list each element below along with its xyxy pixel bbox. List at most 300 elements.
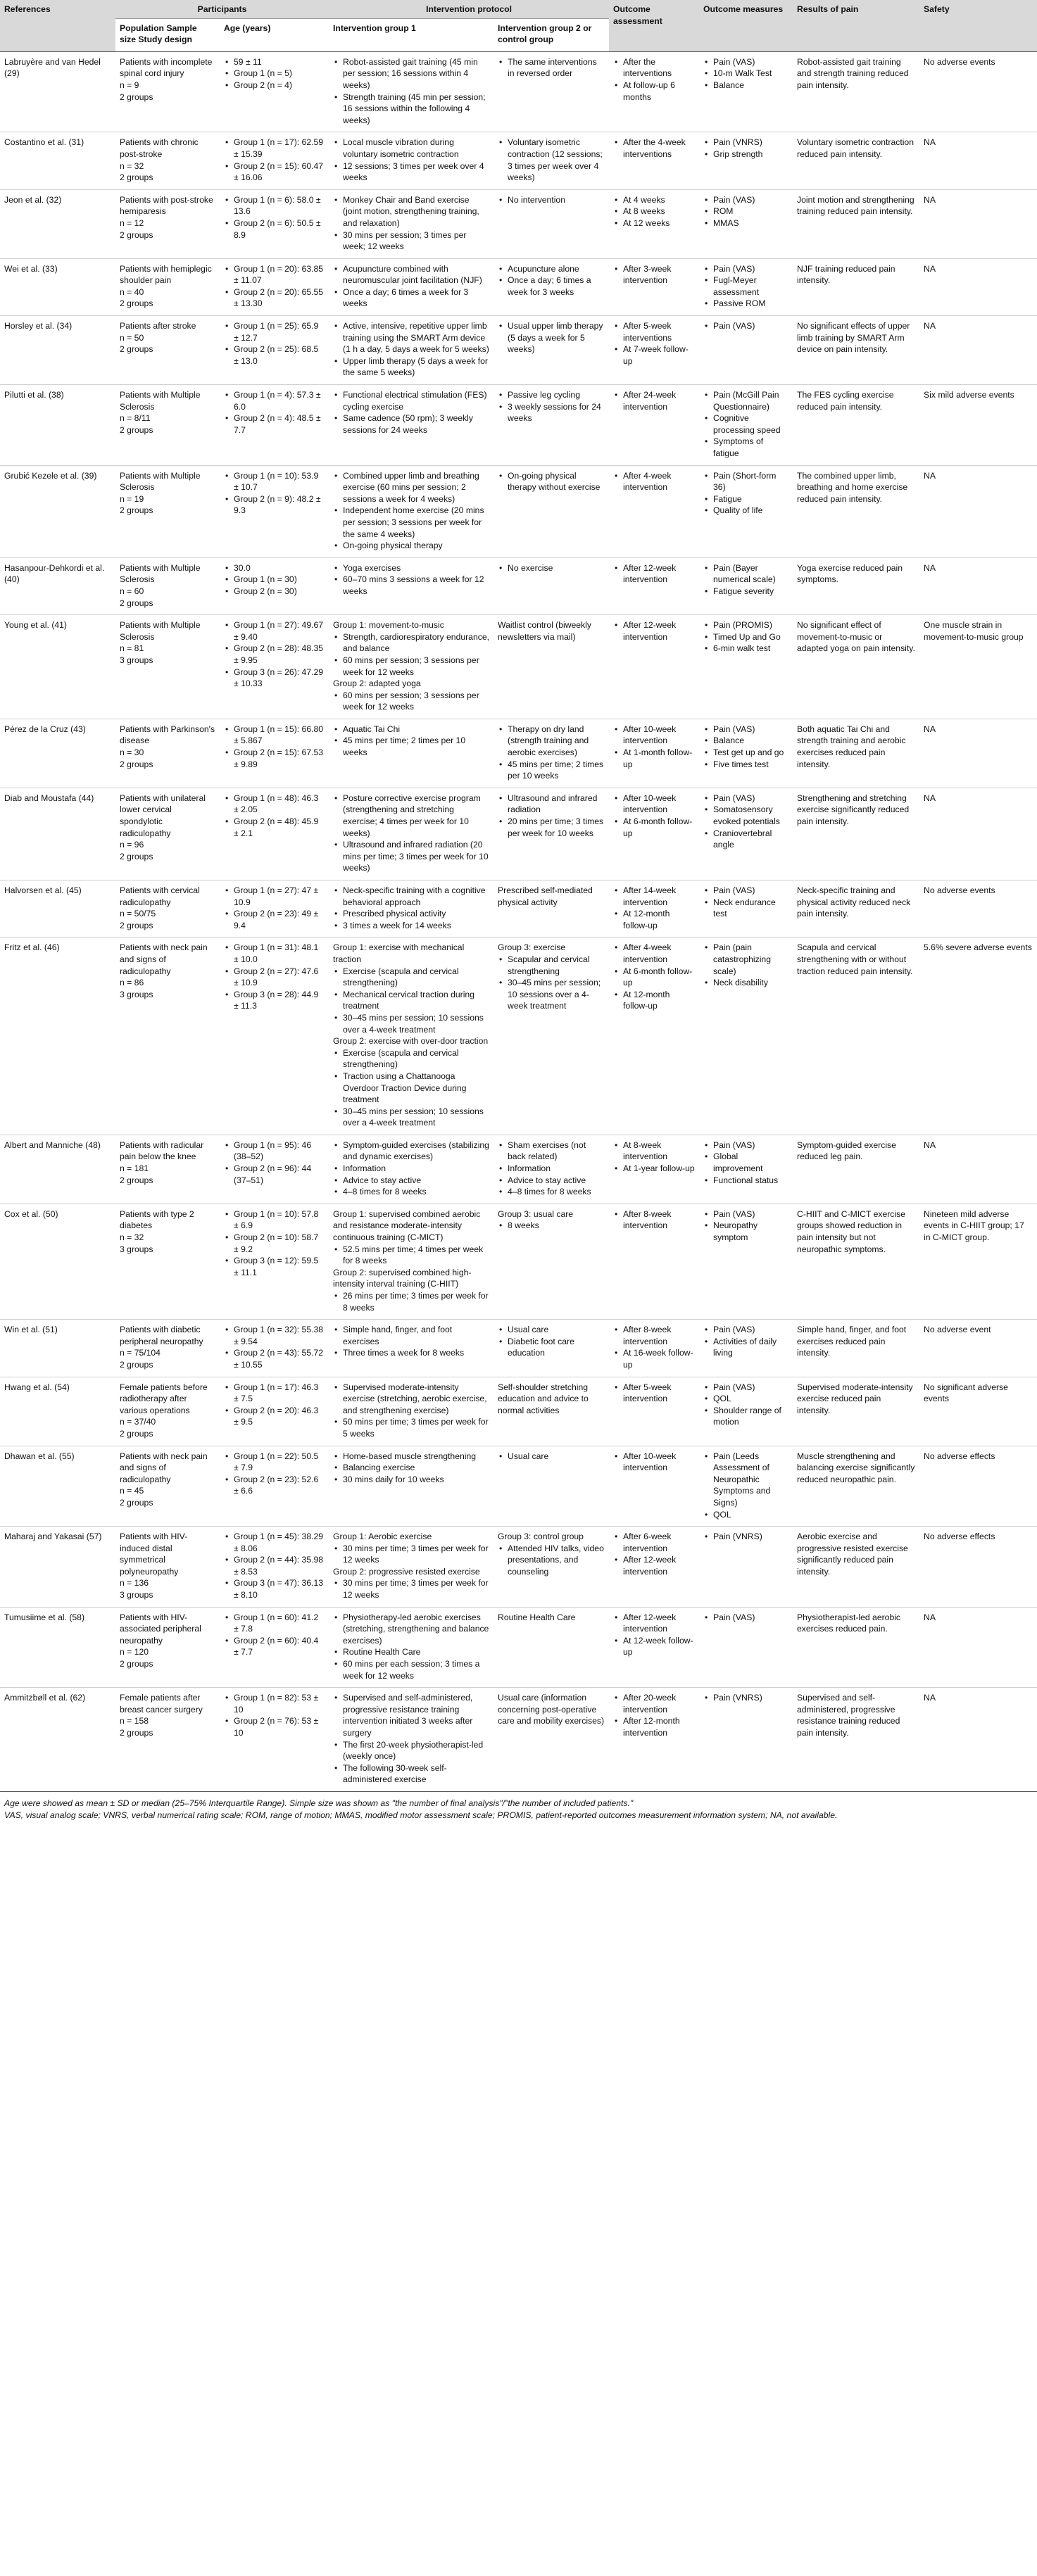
cell-intervention-group-1 bbox=[329, 615, 494, 719]
age-item: • Group 2 (n = 28): 48.35 ± 9.95 bbox=[234, 643, 325, 666]
table-row bbox=[0, 937, 1037, 1135]
assessment-item: • After 8-week intervention bbox=[623, 1208, 695, 1232]
cell-outcome-measures bbox=[699, 1446, 793, 1527]
cell-outcome-assessment bbox=[609, 258, 699, 315]
measure-item: • Pain (VNRS) bbox=[713, 137, 788, 149]
assessment-item: • At follow-up 6 months bbox=[623, 80, 695, 103]
group1-item-list bbox=[333, 194, 489, 253]
group2-item: • Once a day; 6 times a week for 3 weeks bbox=[508, 274, 605, 298]
cell-outcome-assessment bbox=[609, 385, 699, 466]
group1-item: • Upper limb therapy (5 days a week for the same 5 weeks) bbox=[343, 355, 489, 379]
cell-results-of-pain: Physiotherapist-led aerobic exercises reduced pain. bbox=[793, 1607, 919, 1688]
group1-item: • Local muscle vibration during voluntary isometric contraction bbox=[343, 137, 489, 160]
group1-item-list bbox=[333, 320, 489, 379]
group2-item-list bbox=[498, 1139, 605, 1198]
group1-heading: Group 1: Aerobic exercise bbox=[333, 1532, 432, 1542]
cell-safety: NA bbox=[919, 465, 1037, 557]
age-item: • Group 1 (n = 15): 66.80 ± 5.867 bbox=[234, 724, 325, 747]
age-item: • Group 1 (n = 27): 49.67 ± 9.40 bbox=[234, 619, 325, 643]
group1-item: • 60 mins per each session; 3 times a week for 12 weeks bbox=[343, 1658, 489, 1681]
age-item-list bbox=[224, 1612, 325, 1658]
cell-intervention-group-1 bbox=[329, 132, 494, 189]
population-line: n = 81 bbox=[120, 643, 144, 654]
measure-item-list bbox=[703, 1208, 788, 1244]
population-line: n = 8/11 bbox=[120, 413, 151, 424]
cell-intervention-group-1 bbox=[329, 316, 494, 385]
measure-item-list bbox=[703, 1139, 788, 1186]
cell-outcome-assessment bbox=[609, 132, 699, 189]
cell-reference: Fritz et al. (46) bbox=[0, 937, 115, 1135]
cell-reference: Albert and Manniche (48) bbox=[0, 1135, 115, 1204]
cell-intervention-group-2 bbox=[494, 189, 609, 258]
assessment-item-list bbox=[613, 619, 695, 643]
cell-intervention-group-1 bbox=[329, 51, 494, 132]
age-item: • Group 1 (n = 4): 57.3 ± 6.0 bbox=[234, 389, 325, 412]
group1-heading: Group 1: supervised combined aerobic and resistance moderate-intensity continuous training (C-MICT) bbox=[333, 1208, 481, 1243]
group1-item: • Supervised moderate-intensity exercise (stretching, aerobic exercise, and strengthening exercise) bbox=[343, 1382, 489, 1417]
cell-safety: No adverse effects bbox=[919, 1527, 1037, 1608]
cell-safety: No adverse events bbox=[919, 880, 1037, 937]
assessment-item-list bbox=[613, 470, 695, 493]
group1-item: • Physiotherapy-led aerobic exercises (stretching, strengthening and balance exercises) bbox=[343, 1612, 489, 1647]
table-row bbox=[0, 557, 1037, 614]
cell-reference: Hasanpour-Dehkordi et al. (40) bbox=[0, 557, 115, 614]
cell-population bbox=[115, 258, 220, 315]
table-row bbox=[0, 385, 1037, 466]
age-item: • Group 2 (n = 30) bbox=[234, 586, 325, 598]
cell-intervention-group-1 bbox=[329, 465, 494, 557]
group1-item: • Yoga exercises bbox=[343, 562, 489, 574]
group2-list bbox=[498, 1543, 605, 1578]
cell-outcome-assessment bbox=[609, 465, 699, 557]
cell-results-of-pain: Strengthening and stretching exercise significantly reduced pain intensity. bbox=[793, 788, 919, 880]
measure-item: • Craniovertebral angle bbox=[713, 828, 788, 851]
age-item: • Group 2 (n = 23): 52.6 ± 6.6 bbox=[234, 1474, 325, 1497]
group2-text: Routine Health Care bbox=[498, 1612, 576, 1622]
cell-safety: No significant adverse events bbox=[919, 1377, 1037, 1446]
population-line: Patients with hemiplegic shoulder pain bbox=[120, 263, 212, 286]
measure-item: • Neck disability bbox=[713, 977, 788, 989]
group2-item: • Passive leg cycling bbox=[508, 389, 605, 401]
population-line: n = 32 bbox=[120, 1232, 144, 1243]
group2-item: • No intervention bbox=[508, 194, 605, 206]
assessment-item: • After the 4-week interventions bbox=[623, 137, 695, 160]
measure-item: • Global improvement bbox=[713, 1151, 788, 1174]
group2-item: • Diabetic foot care education bbox=[508, 1336, 605, 1359]
age-item-list bbox=[224, 137, 325, 183]
group1-list bbox=[333, 690, 489, 713]
age-item: • Group 1 (n = 30) bbox=[234, 574, 325, 586]
group2-item: • No exercise bbox=[508, 562, 605, 574]
age-item: • Group 2 (n = 20): 65.55 ± 13.30 bbox=[234, 286, 325, 310]
group1-item-list bbox=[333, 793, 489, 874]
cell-outcome-assessment bbox=[609, 316, 699, 385]
measure-item: • Pain (VAS) bbox=[713, 1139, 788, 1151]
group1-item: • Information bbox=[343, 1163, 489, 1175]
group2-item: • Voluntary isometric contraction (12 sessions; 3 times per week over 4 weeks) bbox=[508, 137, 605, 183]
cell-intervention-group-1 bbox=[329, 385, 494, 466]
cell-outcome-measures bbox=[699, 1204, 793, 1319]
group1-item: • Strength training (45 min per session; 16 sessions within the following 4 weeks) bbox=[343, 91, 489, 127]
measure-item: • Somatosensory evoked potentials bbox=[713, 804, 788, 827]
population-line: 2 groups bbox=[120, 759, 153, 769]
population-line: n = 50/75 bbox=[120, 909, 156, 919]
cell-outcome-measures bbox=[699, 1688, 793, 1792]
cell-safety: One muscle strain in movement-to-music group bbox=[919, 615, 1037, 719]
group1-item: • 4–8 times for 8 weeks bbox=[343, 1186, 489, 1198]
group2-item-list bbox=[498, 194, 605, 206]
assessment-item-list bbox=[613, 1531, 695, 1577]
cell-intervention-group-2 bbox=[494, 51, 609, 132]
cell-outcome-measures bbox=[699, 51, 793, 132]
cell-reference: Grubić Kezele et al. (39) bbox=[0, 465, 115, 557]
group1-item-list bbox=[333, 1612, 489, 1682]
population-line: 2 groups bbox=[120, 1359, 153, 1370]
group2-item: • Attended HIV talks, video presentations, and counseling bbox=[508, 1543, 605, 1578]
group1-item: • Active, intensive, repetitive upper limb training using the SMART Arm device (1 h a day, 5 days a week for 5 weeks) bbox=[343, 320, 489, 355]
population-line: n = 40 bbox=[120, 286, 144, 297]
measure-item: • Pain (VNRS) bbox=[713, 1692, 788, 1704]
table-row bbox=[0, 1204, 1037, 1319]
cell-outcome-measures bbox=[699, 1135, 793, 1204]
population-line: n = 60 bbox=[120, 586, 144, 596]
age-item: • Group 3 (n = 28): 44.9 ± 11.3 bbox=[234, 989, 325, 1012]
measure-item-list bbox=[703, 724, 788, 770]
assessment-item: • After 4-week intervention bbox=[623, 470, 695, 493]
cell-age bbox=[220, 51, 329, 132]
age-item: • Group 2 (n = 20): 46.3 ± 9.5 bbox=[234, 1405, 325, 1428]
cell-safety: No adverse events bbox=[924, 56, 995, 67]
cell-population bbox=[115, 557, 220, 614]
assessment-item-list bbox=[613, 1324, 695, 1370]
group2-item-list bbox=[498, 562, 605, 574]
group1-item-list bbox=[333, 470, 489, 552]
group1-item: • 12 sessions; 3 times per week over 4 weeks bbox=[343, 160, 489, 184]
age-item-list bbox=[224, 885, 325, 931]
assessment-item-list bbox=[613, 1208, 695, 1232]
table-row bbox=[0, 1688, 1037, 1792]
footnote-abbreviations: VAS, visual analog scale; VNRS, verbal numerical rating scale; ROM, range of motion; MMAS, modified motor assessment scale; PROMIS, patient-reported outcomes measurement information system; NA, not available. bbox=[4, 1810, 838, 1820]
cell-reference: Diab and Moustafa (44) bbox=[0, 788, 115, 880]
cell-population bbox=[115, 1320, 220, 1377]
measure-item: • Test get up and go bbox=[713, 747, 788, 759]
population-line: 2 groups bbox=[120, 1497, 153, 1508]
measure-item-list bbox=[703, 1382, 788, 1428]
population-line: 2 groups bbox=[120, 344, 153, 355]
cell-reference: Win et al. (51) bbox=[0, 1320, 115, 1377]
measure-item-list bbox=[703, 1324, 788, 1359]
cell-outcome-measures bbox=[699, 258, 793, 315]
cell-intervention-group-1 bbox=[329, 880, 494, 937]
cell-intervention-group-2 bbox=[494, 1607, 609, 1688]
assessment-item-list bbox=[613, 1692, 695, 1738]
group1-item: • Exercise (scapula and cervical strengthening) bbox=[343, 966, 489, 989]
population-line: 2 groups bbox=[120, 1428, 153, 1439]
cell-outcome-assessment bbox=[609, 1607, 699, 1688]
population-line: 2 groups bbox=[120, 424, 153, 435]
measure-item: • Fatigue bbox=[713, 493, 788, 505]
table-row bbox=[0, 615, 1037, 719]
cell-intervention-group-2 bbox=[494, 1446, 609, 1527]
age-item-list bbox=[224, 470, 325, 517]
cell-outcome-assessment bbox=[609, 937, 699, 1135]
group1-item: • The following 30-week self-administered exercise bbox=[343, 1762, 489, 1786]
cell-outcome-measures bbox=[699, 937, 793, 1135]
assessment-item: • After the interventions bbox=[623, 56, 695, 80]
group1-heading: Group 2: supervised combined high-intensity interval training (C-HIIT) bbox=[333, 1267, 472, 1289]
age-item-list bbox=[224, 793, 325, 839]
group2-item-list bbox=[498, 1324, 605, 1359]
table-row bbox=[0, 258, 1037, 315]
cell-reference: Wei et al. (33) bbox=[0, 258, 115, 315]
cell-intervention-group-2 bbox=[494, 880, 609, 937]
cell-safety: NA bbox=[919, 557, 1037, 614]
cell-intervention-group-2 bbox=[494, 615, 609, 719]
age-item: • 59 ± 11 bbox=[234, 56, 325, 68]
age-item-list bbox=[224, 1139, 325, 1186]
age-item-list bbox=[224, 619, 325, 690]
measure-item: • 6-min walk test bbox=[713, 643, 788, 655]
population-line: Patients with incomplete spinal cord injury bbox=[120, 56, 213, 79]
cell-population bbox=[115, 1377, 220, 1446]
group1-list bbox=[333, 1577, 489, 1600]
cell-age bbox=[220, 719, 329, 788]
population-line: 2 groups bbox=[120, 1659, 153, 1669]
assessment-item-list bbox=[613, 562, 695, 586]
assessment-item: • After 20-week intervention bbox=[623, 1692, 695, 1715]
cell-age bbox=[220, 1446, 329, 1527]
cell-safety: NA bbox=[919, 1607, 1037, 1688]
age-item: • Group 1 (n = 10): 57.8 ± 6.9 bbox=[234, 1208, 325, 1232]
group1-item-list bbox=[333, 263, 489, 310]
assessment-item: • At 16-week follow-up bbox=[623, 1347, 695, 1370]
assessment-item-list bbox=[613, 1612, 695, 1658]
cell-age bbox=[220, 132, 329, 189]
measure-item: • Pain (Leeds Assessment of Neuropathic Symptoms and Signs) bbox=[713, 1451, 788, 1509]
cell-age bbox=[220, 880, 329, 937]
cell-population bbox=[115, 937, 220, 1135]
population-line: Patients with Multiple Sclerosis bbox=[120, 390, 201, 412]
cell-intervention-group-2 bbox=[494, 1688, 609, 1792]
group1-item: • Simple hand, finger, and foot exercises bbox=[343, 1324, 489, 1347]
assessment-item: • At 12-month follow-up bbox=[623, 989, 695, 1012]
cell-results-of-pain: Symptom-guided exercise reduced leg pain. bbox=[793, 1135, 919, 1204]
group1-item: • 30 mins per time; 3 times per week for 12 weeks bbox=[343, 1543, 489, 1566]
age-item-list bbox=[224, 1208, 325, 1279]
population-line: n = 32 bbox=[120, 160, 144, 171]
group1-item: • Routine Health Care bbox=[343, 1646, 489, 1658]
cell-results-of-pain: Voluntary isometric contraction reduced pain intensity. bbox=[793, 132, 919, 189]
cell-age bbox=[220, 1320, 329, 1377]
measure-item: • Pain (VAS) bbox=[713, 1382, 788, 1394]
group2-item: • Scapular and cervical strengthening bbox=[508, 954, 605, 977]
cell-population bbox=[115, 1607, 220, 1688]
population-line: 3 groups bbox=[120, 1590, 153, 1600]
population-line: Female patients before radiotherapy after various operations bbox=[120, 1382, 208, 1415]
group1-item-list bbox=[333, 1324, 489, 1359]
measure-item: • QOL bbox=[713, 1509, 788, 1521]
group1-item: • Three times a week for 8 weeks bbox=[343, 1347, 489, 1359]
measure-item: • Pain (VAS) bbox=[713, 793, 788, 804]
footnote-age-sample-size: Age were showed as mean ± SD or median (25–75% Interquartile Range). Simple size was shown as "the number of final analysis"/"the number of included patients." bbox=[4, 1798, 634, 1808]
group1-item: • Robot-assisted gait training (45 min per session; 16 sessions within 4 weeks) bbox=[343, 56, 489, 91]
group2-item-list bbox=[498, 56, 605, 80]
measure-item: • Pain (VAS) bbox=[713, 724, 788, 735]
age-item: • Group 1 (n = 10): 53.9 ± 10.7 bbox=[234, 470, 325, 493]
population-line: Female patients after breast cancer surgery bbox=[120, 1693, 203, 1715]
group2-item-list bbox=[498, 1451, 605, 1463]
measure-item-list bbox=[703, 885, 788, 920]
cell-intervention-group-1 bbox=[329, 788, 494, 880]
assessment-item-list bbox=[613, 1382, 695, 1405]
group2-item: • 30–45 mins per session; 10 sessions over a 4-week treatment bbox=[508, 977, 605, 1012]
table-row bbox=[0, 1607, 1037, 1688]
group1-item: • 3 times a week for 14 weeks bbox=[343, 920, 489, 932]
cell-safety: NA bbox=[919, 1135, 1037, 1204]
age-item: • Group 2 (n = 6): 50.5 ± 8.9 bbox=[234, 217, 325, 241]
age-item: • Group 2 (n = 60): 40.4 ± 7.7 bbox=[234, 1635, 325, 1658]
age-item: • Group 3 (n = 26): 47.29 ± 10.33 bbox=[234, 667, 325, 690]
cell-safety: NA bbox=[919, 788, 1037, 880]
cell-age bbox=[220, 1688, 329, 1792]
assessment-item-list bbox=[613, 1139, 695, 1175]
age-item: • Group 2 (n = 27): 47.6 ± 10.9 bbox=[234, 966, 325, 989]
group2-item-list bbox=[498, 137, 605, 183]
group1-item: • Symptom-guided exercises (stabilizing and dynamic exercises) bbox=[343, 1139, 489, 1163]
population-line: Patients with radicular pain below the knee bbox=[120, 1139, 204, 1162]
measure-item: • Shoulder range of motion bbox=[713, 1405, 788, 1428]
group2-item: • Usual care bbox=[508, 1451, 605, 1463]
cell-intervention-group-1 bbox=[329, 1204, 494, 1319]
cell-age bbox=[220, 615, 329, 719]
group1-heading: Group 2: adapted yoga bbox=[333, 678, 421, 689]
measure-item: • Pain (pain catastrophizing scale) bbox=[713, 942, 788, 977]
cell-intervention-group-1 bbox=[329, 1688, 494, 1792]
population-line: 2 groups bbox=[120, 298, 153, 309]
header-participants: Participants bbox=[115, 0, 329, 18]
cell-intervention-group-2 bbox=[494, 465, 609, 557]
cell-outcome-measures bbox=[699, 1377, 793, 1446]
age-item: • Group 1 (n = 22): 50.5 ± 7.9 bbox=[234, 1451, 325, 1474]
cell-population bbox=[115, 1446, 220, 1527]
cell-outcome-measures bbox=[699, 615, 793, 719]
group2-item: • 4–8 times for 8 weeks bbox=[508, 1186, 605, 1198]
assessment-item: • At 1-year follow-up bbox=[623, 1163, 695, 1175]
cell-safety: No adverse event bbox=[919, 1320, 1037, 1377]
cell-population bbox=[115, 880, 220, 937]
population-line: n = 45 bbox=[120, 1486, 144, 1496]
age-item: • Group 2 (n = 15): 60.47 ± 16.06 bbox=[234, 160, 325, 184]
cell-population bbox=[115, 316, 220, 385]
group1-item: • Prescribed physical activity bbox=[343, 908, 489, 920]
cell-safety: Nineteen mild adverse events in C-HIIT group; 17 in C-MICT group. bbox=[919, 1204, 1037, 1319]
cell-intervention-group-2 bbox=[494, 788, 609, 880]
group1-item: • 30 mins daily for 10 weeks bbox=[343, 1474, 489, 1486]
cell-reference: Ammitzbøll et al. (62) bbox=[0, 1688, 115, 1792]
age-item: • Group 2 (n = 48): 45.9 ± 2.1 bbox=[234, 816, 325, 839]
group1-item: • 60 mins per session; 3 sessions per week for 12 weeks bbox=[343, 655, 489, 678]
group2-item: • Advice to stay active bbox=[508, 1175, 605, 1187]
group1-item: • Acupuncture combined with neuromuscular joint facilitation (NJF) bbox=[343, 263, 489, 286]
assessment-item: • After 4-week intervention bbox=[623, 942, 695, 965]
cell-intervention-group-2 bbox=[494, 1135, 609, 1204]
measure-item-list bbox=[703, 389, 788, 460]
cell-intervention-group-1 bbox=[329, 1446, 494, 1527]
cell-population bbox=[115, 788, 220, 880]
cell-age bbox=[220, 788, 329, 880]
group1-item-list bbox=[333, 389, 489, 436]
measure-item: • 10-m Walk Test bbox=[713, 68, 788, 80]
group1-item: • Strength, cardiorespiratory endurance, and balance bbox=[343, 631, 489, 655]
cell-results-of-pain: Scapula and cervical strengthening with or without traction reduced pain intensity. bbox=[793, 937, 919, 1135]
cell-age bbox=[220, 557, 329, 614]
age-item: • Group 1 (n = 60): 41.2 ± 7.8 bbox=[234, 1612, 325, 1635]
group1-item: • Supervised and self-administered, progressive resistance training intervention initiated 3 weeks after surgery bbox=[343, 1692, 489, 1738]
group1-item: • Mechanical cervical traction during treatment bbox=[343, 989, 489, 1012]
group1-item-list bbox=[333, 1692, 489, 1786]
cell-outcome-assessment bbox=[609, 1377, 699, 1446]
assessment-item: • After 5-week intervention bbox=[623, 1382, 695, 1405]
group1-item-list bbox=[333, 56, 489, 127]
group1-item: • Ultrasound and infrared radiation (20 mins per time; 3 times per week for 10 weeks) bbox=[343, 839, 489, 874]
cell-age bbox=[220, 465, 329, 557]
group2-item: • 8 weeks bbox=[508, 1220, 605, 1232]
age-item-list bbox=[224, 724, 325, 770]
group2-item: • Usual upper limb therapy (5 days a week for 5 weeks) bbox=[508, 320, 605, 355]
measure-item-list bbox=[703, 619, 788, 655]
age-item: • Group 1 (n = 6): 58.0 ± 13.6 bbox=[234, 194, 325, 217]
measure-item: • Pain (VNRS) bbox=[713, 1531, 788, 1543]
age-item-list bbox=[224, 263, 325, 310]
measure-item: • Symptoms of fatigue bbox=[713, 436, 788, 459]
table-row bbox=[0, 465, 1037, 557]
measure-item: • Neck endurance test bbox=[713, 897, 788, 920]
group1-item: • Balancing exercise bbox=[343, 1462, 489, 1474]
header-outcome-measures: Outcome measures bbox=[699, 0, 793, 51]
group1-heading: Group 2: progressive resisted exercise bbox=[333, 1566, 480, 1577]
cell-age bbox=[220, 316, 329, 385]
cell-intervention-group-1 bbox=[329, 1377, 494, 1446]
assessment-item-list bbox=[613, 793, 695, 839]
assessment-item-list bbox=[613, 885, 695, 931]
group2-list bbox=[498, 954, 605, 1012]
cell-intervention-group-2 bbox=[494, 719, 609, 788]
cell-results-of-pain: Supervised moderate-intensity exercise reduced pain intensity. bbox=[793, 1377, 919, 1446]
age-item: • Group 1 (n = 31): 48.1 ± 10.0 bbox=[234, 942, 325, 965]
cell-outcome-measures bbox=[699, 132, 793, 189]
table-row bbox=[0, 132, 1037, 189]
measure-item: • Quality of life bbox=[713, 505, 788, 517]
group1-list bbox=[333, 1543, 489, 1566]
measure-item: • Pain (McGill Pain Questionnaire) bbox=[713, 389, 788, 412]
cell-age bbox=[220, 1377, 329, 1446]
cell-safety: NA bbox=[919, 719, 1037, 788]
group1-item: • Functional electrical stimulation (FES) cycling exercise bbox=[343, 389, 489, 412]
group1-item: • 45 mins per time; 2 times per 10 weeks bbox=[343, 735, 489, 758]
age-item: • Group 1 (n = 17): 62.59 ± 15.39 bbox=[234, 137, 325, 160]
measure-item: • Pain (Short-form 36) bbox=[713, 470, 788, 493]
header-references: References bbox=[0, 0, 115, 51]
cell-results-of-pain: The FES cycling exercise reduced pain intensity. bbox=[793, 385, 919, 466]
age-item-list bbox=[224, 320, 325, 367]
cell-results-of-pain: Aerobic exercise and progressive resisted exercise significantly reduced pain intensity. bbox=[793, 1527, 919, 1608]
population-line: n = 37/40 bbox=[120, 1417, 156, 1427]
cell-intervention-group-2 bbox=[494, 258, 609, 315]
cell-intervention-group-2 bbox=[494, 1320, 609, 1377]
cell-outcome-measures bbox=[699, 385, 793, 466]
age-item: • Group 1 (n = 20): 63.85 ± 11.07 bbox=[234, 263, 325, 286]
group2-item-list bbox=[498, 263, 605, 298]
